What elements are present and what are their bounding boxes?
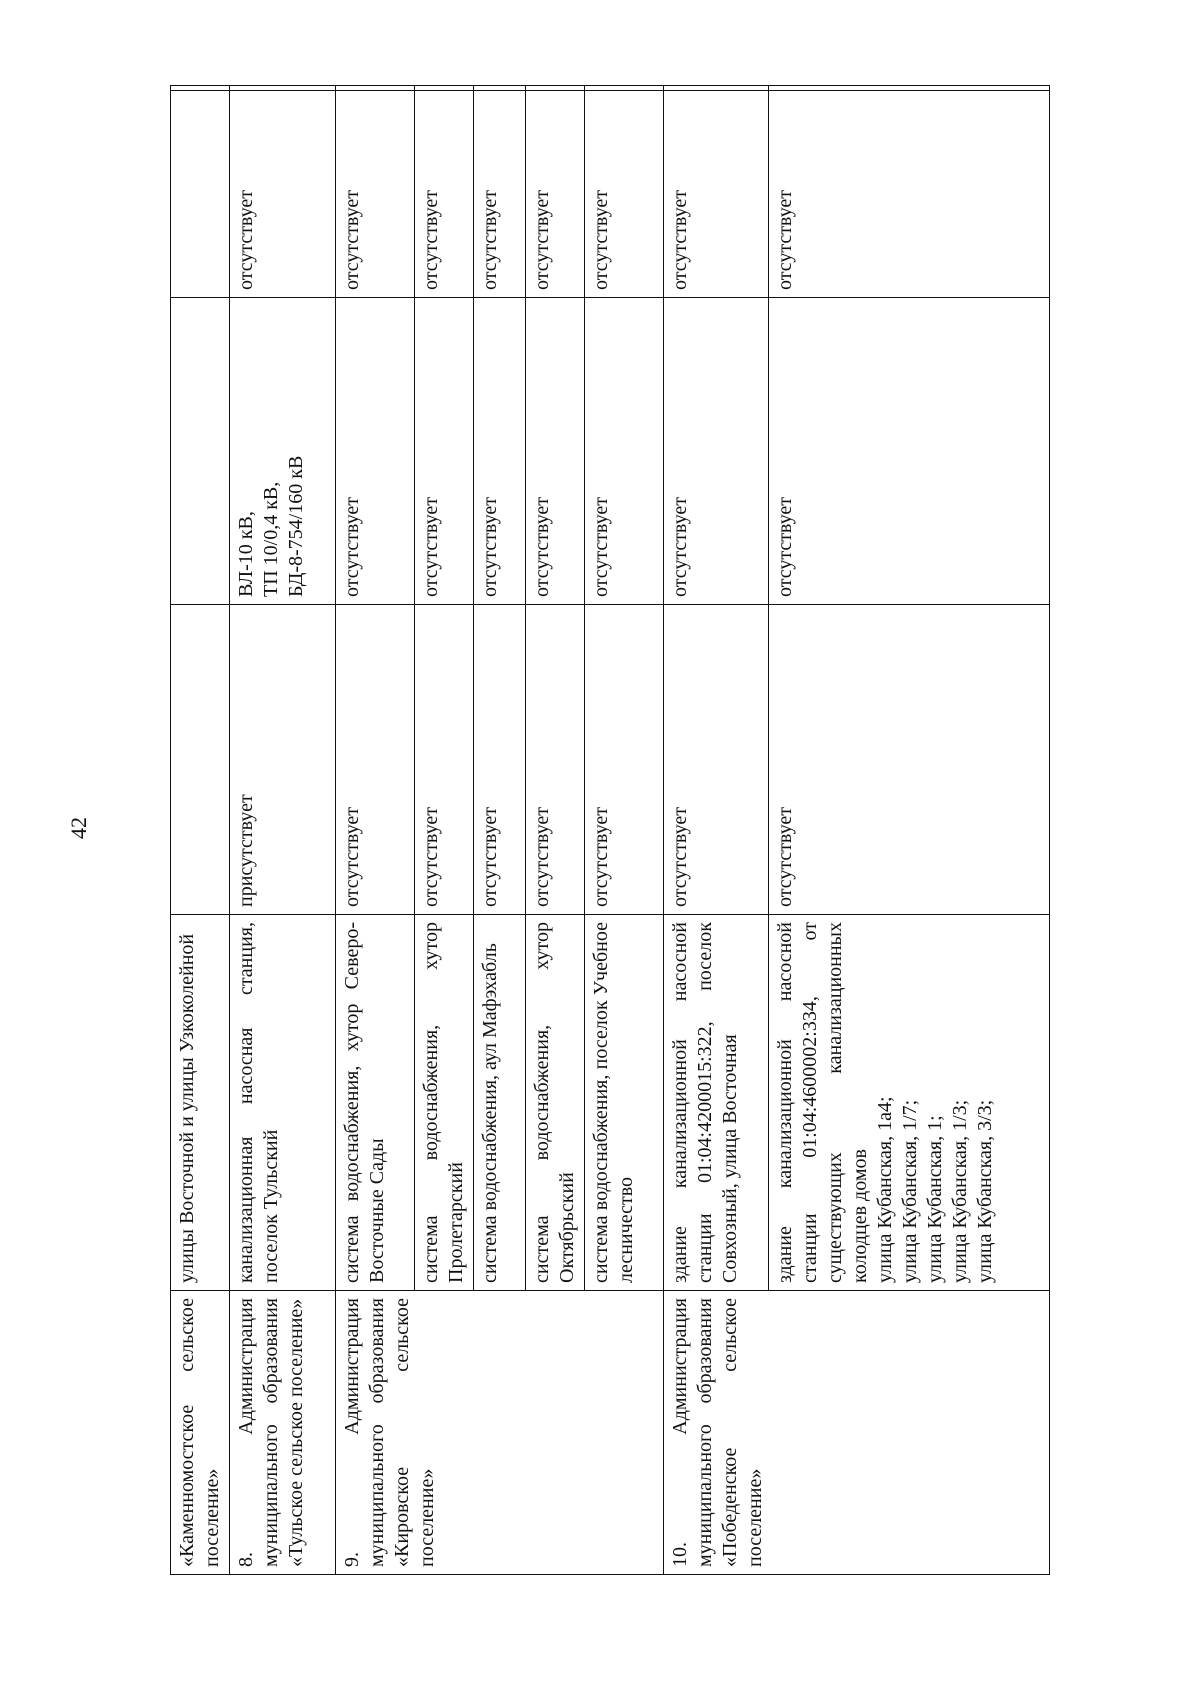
table-cell: система водоснабжения, хутор Пролетарский [415, 915, 474, 1291]
table-cell: отсутствует [769, 298, 1050, 605]
table-cell: улицы Восточной и улицы Узкоколейной [171, 915, 230, 1291]
table-row [336, 86, 415, 1575]
table-cell: 10. Администрация муниципального образования «Победенское сельское поселение» [664, 1291, 1050, 1575]
table-cell: отсутствует [526, 605, 585, 915]
cell-line: улица Кубанская, 1а4; [874, 1096, 896, 1283]
cell-line: ВЛ-10 кВ, [235, 511, 257, 597]
table-cell [415, 86, 474, 91]
cell-line: улица Кубанская, 3/3; [974, 1099, 996, 1283]
table-cell [664, 86, 769, 91]
table-cell: отсутствует [336, 605, 415, 915]
table-cell: присутствует [230, 605, 336, 915]
table-cell: система водоснабжения, хутор Северо-Восточные Сады [336, 915, 415, 1291]
table-row [664, 86, 769, 1575]
table-cell: система водоснабжения, аул Мафэхабль [474, 915, 526, 1291]
table-cell: отсутствует [415, 91, 474, 298]
table-cell: отсутствует [474, 298, 526, 605]
table-cell [171, 298, 230, 605]
table-cell: канализационная насосная станция, поселок Тульский [230, 915, 336, 1291]
table-cell: 9. Администрация муниципального образования «Кировское сельское поселение» [336, 1291, 664, 1575]
cell-line: улица Кубанская, 1/3; [949, 1099, 971, 1283]
table-cell: отсутствует [769, 605, 1050, 915]
table-cell [769, 86, 1050, 91]
table-cell: отсутствует [585, 91, 664, 298]
table-cell: отсутствует [664, 605, 769, 915]
table-cell: отсутствует [526, 91, 585, 298]
table-cell [230, 298, 336, 605]
table-cell: отсутствует [474, 605, 526, 915]
table-cell: отсутствует [769, 91, 1050, 298]
cell-line: ТП 10/0,4 кВ, [260, 481, 282, 597]
table-cell [171, 86, 230, 91]
rotated-table-container [170, 85, 1050, 1575]
table-cell: отсутствует [336, 298, 415, 605]
cell-text: здание канализационной насосной станции 01:04:4600002:334, от существующих канализационных колодцев домов [774, 922, 871, 1283]
table-row [230, 86, 336, 1575]
table-cell: отсутствует [415, 298, 474, 605]
page-number: 42 [66, 817, 91, 839]
table-cell: отсутствует [664, 91, 769, 298]
table-cell: «Каменномостское сельское поселение» [171, 1291, 230, 1575]
cell-line: улица Кубанская, 1/7; [899, 1099, 921, 1283]
table-cell: отсутствует [415, 605, 474, 915]
table-cell [769, 915, 1050, 1291]
table-cell [336, 86, 415, 91]
table-cell: отсутствует [585, 605, 664, 915]
table-cell: отсутствует [474, 91, 526, 298]
table-cell: система водоснабжения, хутор Октябрьский [526, 915, 585, 1291]
table-cell [526, 86, 585, 91]
table-cell: отсутствует [230, 91, 336, 298]
table-cell: отсутствует [336, 91, 415, 298]
table-cell [171, 605, 230, 915]
table-cell: отсутствует [526, 298, 585, 605]
table-cell: система водоснабжения, поселок Учебное лесничество [585, 915, 664, 1291]
table-cell [230, 86, 336, 91]
table-cell: здание канализационной насосной станции 01:04:4200015:322, поселок Совхозный, улица Восточная [664, 915, 769, 1291]
table-row [171, 86, 230, 1575]
data-table [170, 85, 1050, 1575]
table-cell [474, 86, 526, 91]
table-cell: отсутствует [585, 298, 664, 605]
table-cell: 8. Администрация муниципального образования «Тульское сельское поселение» [230, 1291, 336, 1575]
cell-line: БД-8-754/160 кВ [285, 455, 307, 597]
table-cell [585, 86, 664, 91]
table-cell: отсутствует [664, 298, 769, 605]
table-cell [171, 91, 230, 298]
cell-line: улица Кубанская, 1; [924, 1115, 946, 1283]
